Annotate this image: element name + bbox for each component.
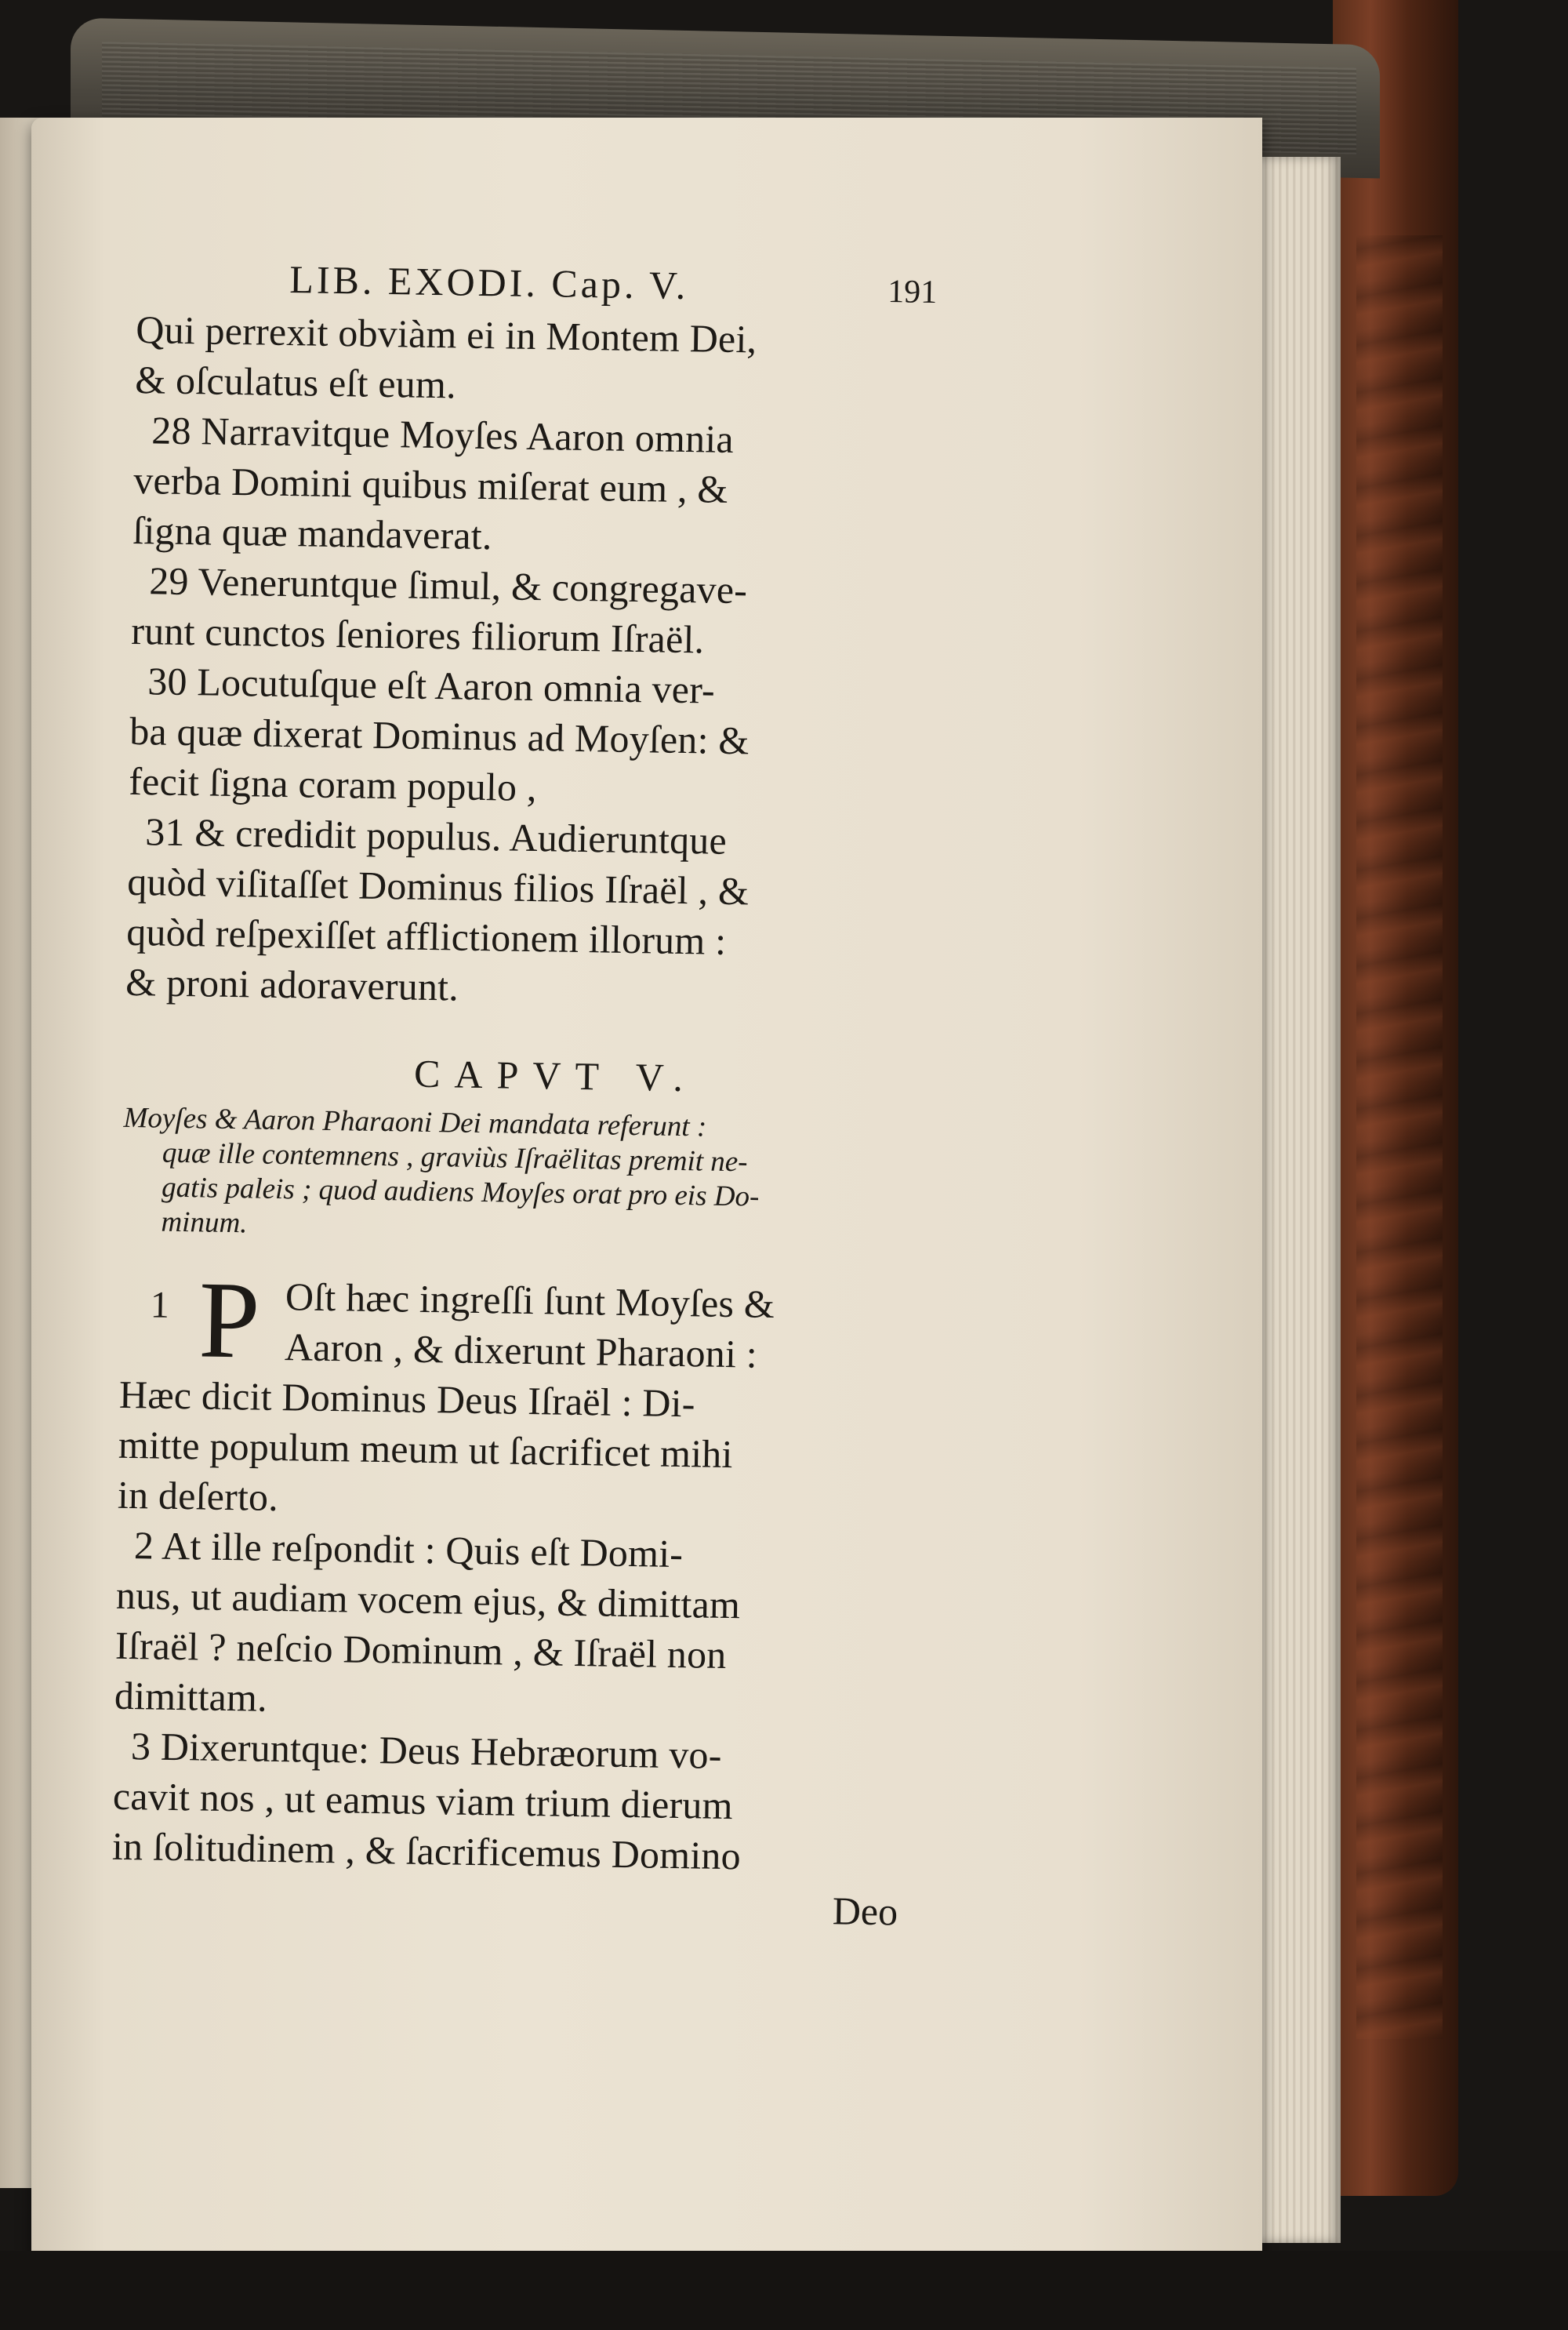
text-line: quòd viſitaſſet Dominus filios Iſraël , & bbox=[126, 859, 750, 914]
text-line: ba quæ dixerat Dominus ad Moyſen: & bbox=[129, 708, 750, 763]
text-line: quòd reſpexiſſet afflictionem illorum : bbox=[125, 909, 727, 963]
text-line: 28 Narravitque Moyſes Aaron omnia bbox=[151, 408, 735, 461]
text-line: in deſerto. bbox=[117, 1472, 279, 1520]
text-line: dimittam. bbox=[114, 1673, 268, 1720]
text-line: 3 Dixeruntque: Deus Hebræorum vo- bbox=[130, 1724, 723, 1777]
verse-1-rest bbox=[118, 1369, 951, 1533]
verses-bottom bbox=[112, 1520, 949, 1885]
text-line: runt cunctos ſeniores filiorum Iſraël. bbox=[130, 608, 705, 662]
text-line: 2 At ille reſpondit : Quis eſt Domi- bbox=[133, 1523, 684, 1576]
summary-line: gatis paleis ; quod audiens Moyſes orat pro eis Do- bbox=[161, 1171, 760, 1213]
text-line: verba Domini quibus miſerat eum , & bbox=[132, 457, 728, 511]
text-line: cavit nos , ut eamus viam trium dierum bbox=[112, 1773, 734, 1828]
text-line: Oſt hæc ingreſſi ſunt Moyſes & bbox=[285, 1274, 775, 1326]
text-line: & proni adoraverunt. bbox=[125, 959, 459, 1009]
summary-line: minum. bbox=[161, 1205, 248, 1240]
background-shadow bbox=[0, 2251, 1568, 2330]
text-line: fecit ſigna coram populo , bbox=[128, 758, 538, 810]
text-line: nus, ut audiam vocem ejus, & dimittam bbox=[115, 1572, 741, 1627]
text-line: Hæc dicit Dominus Deus Iſraël : Di- bbox=[118, 1372, 696, 1426]
chapter-heading: CAPVT V. bbox=[413, 1051, 698, 1100]
verse-number: 1 bbox=[150, 1284, 170, 1326]
text-line: & oſculatus eſt eum. bbox=[134, 357, 457, 407]
summary-line: quæ ille contemnens , graviùs Iſraëlitas premit ne- bbox=[162, 1136, 748, 1179]
book-cover-texture bbox=[1356, 235, 1443, 2039]
verse-1-first-lines bbox=[285, 1271, 775, 1379]
verses-top bbox=[125, 304, 967, 1020]
summary-line: Moyſes & Aaron Pharaoni Dei mandata referunt : bbox=[123, 1101, 707, 1143]
text-line: 30 Locutuſque eſt Aaron omnia ver- bbox=[147, 659, 716, 712]
page-text bbox=[111, 249, 967, 1937]
text-line: 31 & credidit populus. Audieruntque bbox=[144, 809, 728, 863]
running-title: LIB. EXODI. Cap. V. bbox=[289, 257, 689, 308]
page-number: 191 bbox=[887, 274, 938, 311]
chapter-summary bbox=[122, 1101, 939, 1252]
text-line: mitte populum meum ut ſacrificet mihi bbox=[118, 1422, 734, 1477]
text-line: Aaron , & dixerunt Pharaoni : bbox=[284, 1325, 758, 1376]
text-line: ſigna quæ mandaverat. bbox=[132, 507, 492, 558]
text-line: Qui perrexit obviàm ei in Montem Dei, bbox=[135, 307, 757, 362]
text-line: in ſolitudinem , & ſacrificemus Domino bbox=[111, 1823, 742, 1878]
text-line: 29 Veneruntque ſimul, & congregave- bbox=[148, 558, 748, 612]
drop-cap: P bbox=[198, 1259, 261, 1382]
text-line: Iſraël ? neſcio Dominum , & Iſraël non bbox=[114, 1623, 727, 1678]
verse-1-opening bbox=[120, 1259, 953, 1383]
catchword: Deo bbox=[832, 1888, 898, 1934]
